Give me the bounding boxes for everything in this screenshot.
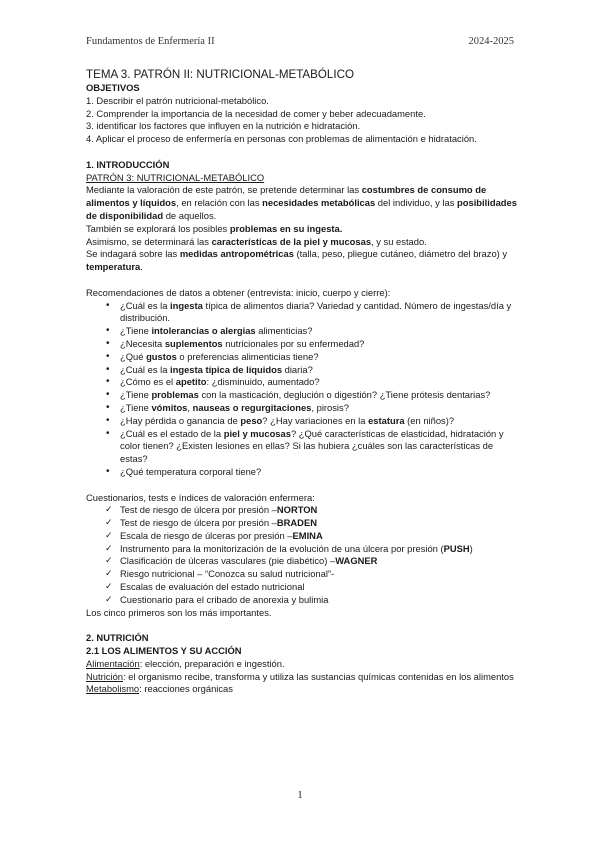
objectives-heading: OBJETIVOS	[86, 82, 140, 93]
list-item: ✓ Riesgo nutricional – “Conozca su salud nutricional”-	[120, 568, 520, 581]
list-item: ✓ Escalas de evaluación del estado nutricional	[120, 581, 520, 594]
intro-paragraph-2: También se explorará los posibles problemas en su ingesta.	[86, 222, 343, 234]
nutrition-heading: 2. NUTRICIÓN	[86, 632, 149, 644]
list-item: • ¿Cuál es la ingesta típica de líquidos diaria?	[120, 364, 520, 377]
list-item: • ¿Tiene vómitos, nauseas o regurgitaciones, pirosis?	[120, 402, 520, 415]
list-item: ✓ Test de riesgo de úlcera por presión –BRADEN	[120, 517, 520, 530]
list-item: • ¿Cómo es el apetito: ¿disminuido, aumentado?	[120, 376, 520, 389]
definition-nutricion: Nutrición: el organismo recibe, transforma y utiliza las sustancias químicas contenidas en los alimentos	[86, 670, 514, 682]
course-name: Fundamentos de Enfermería II	[86, 36, 215, 47]
objective-item: 1. Describir el patrón nutricional-metabólico.	[86, 94, 269, 106]
list-item: • ¿Tiene problemas con la masticación, deglución o digestión? ¿Tiene prótesis dentarias?	[120, 389, 520, 402]
objective-item: 4. Aplicar el proceso de enfermería en personas con problemas de alimentación e hidratación.	[86, 133, 477, 145]
objective-item: 2. Comprender la importancia de la necesidad de comer y beber adecuadamente.	[86, 107, 426, 119]
recommendations-list	[86, 300, 520, 479]
intro-paragraph-1: Mediante la valoración de este patrón, se pretende determinar las costumbres de consumo de alimentos y líquidos, en relación con las necesidades metabólicas del individuo, y las posibilidades de disponibilidad de aquellos.	[86, 184, 517, 221]
list-item: • ¿Tiene intolerancias o alergias alimenticias?	[120, 325, 520, 338]
list-item: ✓ Instrumento para la monitorización de la evolución de una úlcera por presión (PUSH)	[120, 543, 520, 556]
objective-item: 3. identificar los factores que influyen en la nutrición e hidratación.	[86, 120, 361, 132]
recommendations-lead: Recomendaciones de datos a obtener (entrevista: inicio, cuerpo y cierre):	[86, 286, 391, 298]
list-item: • ¿Qué temperatura corporal tiene?	[120, 466, 520, 479]
questionnaires-footnote: Los cinco primeros son los más importantes.	[86, 606, 272, 618]
document-body	[86, 68, 520, 696]
intro-paragraph-3: Asimismo, se determinará las características de la piel y mucosas, y su estado.	[86, 235, 427, 247]
list-item: ✓ Cuestionario para el cribado de anorexia y bulimia	[120, 594, 520, 607]
intro-subheading: PATRÓN 3: NUTRICIONAL-METABÓLICO	[86, 171, 265, 183]
page-header	[86, 36, 514, 50]
definition-alimentacion: Alimentación: elección, preparación e ingestión.	[86, 657, 285, 669]
list-item: ✓ Clasificación de úlceras vasculares (pie diabético) –WAGNER	[120, 555, 520, 568]
list-item: • ¿Qué gustos o preferencias alimenticias tiene?	[120, 351, 520, 364]
list-item: ✓ Escala de riesgo de úlceras por presión –EMINA	[120, 530, 520, 543]
list-item: • ¿Necesita suplementos nutricionales por su enfermedad?	[120, 338, 520, 351]
academic-year: 2024-2025	[468, 36, 514, 47]
definition-metabolismo: Metabolismo: reacciones orgánicas	[86, 683, 233, 695]
intro-paragraph-4: Se indagará sobre las medidas antropométricas (talla, peso, pliegue cutáneo, diámetro del brazo) y temperatura.	[86, 248, 508, 273]
list-item: • ¿Cuál es la ingesta típica de alimentos diaria? Variedad y cantidad. Número de ingestas/día y distribución.	[120, 300, 520, 326]
page-number: 1	[297, 790, 303, 801]
list-item: ✓ Test de riesgo de úlcera por presión –NORTON	[120, 504, 520, 517]
questionnaires-list	[86, 504, 520, 606]
questionnaires-lead: Cuestionarios, tests e índices de valoración enfermera:	[86, 491, 315, 503]
page-title: TEMA 3. PATRÓN II: NUTRICIONAL-METABÓLICO	[86, 68, 354, 81]
list-item: • ¿Cuál es el estado de la piel y mucosas? ¿Qué características de elasticidad, hidratación y color tienen? ¿Existen lesiones en ellas? Si las hubiera ¿cuáles son las características de estas?	[120, 428, 520, 466]
list-item: • ¿Hay pérdida o ganancia de peso? ¿Hay variaciones en la estatura (en niños)?	[120, 415, 520, 428]
intro-heading: 1. INTRODUCCIÓN	[86, 158, 170, 170]
nutrition-subheading: 2.1 LOS ALIMENTOS Y SU ACCIÓN	[86, 645, 242, 657]
